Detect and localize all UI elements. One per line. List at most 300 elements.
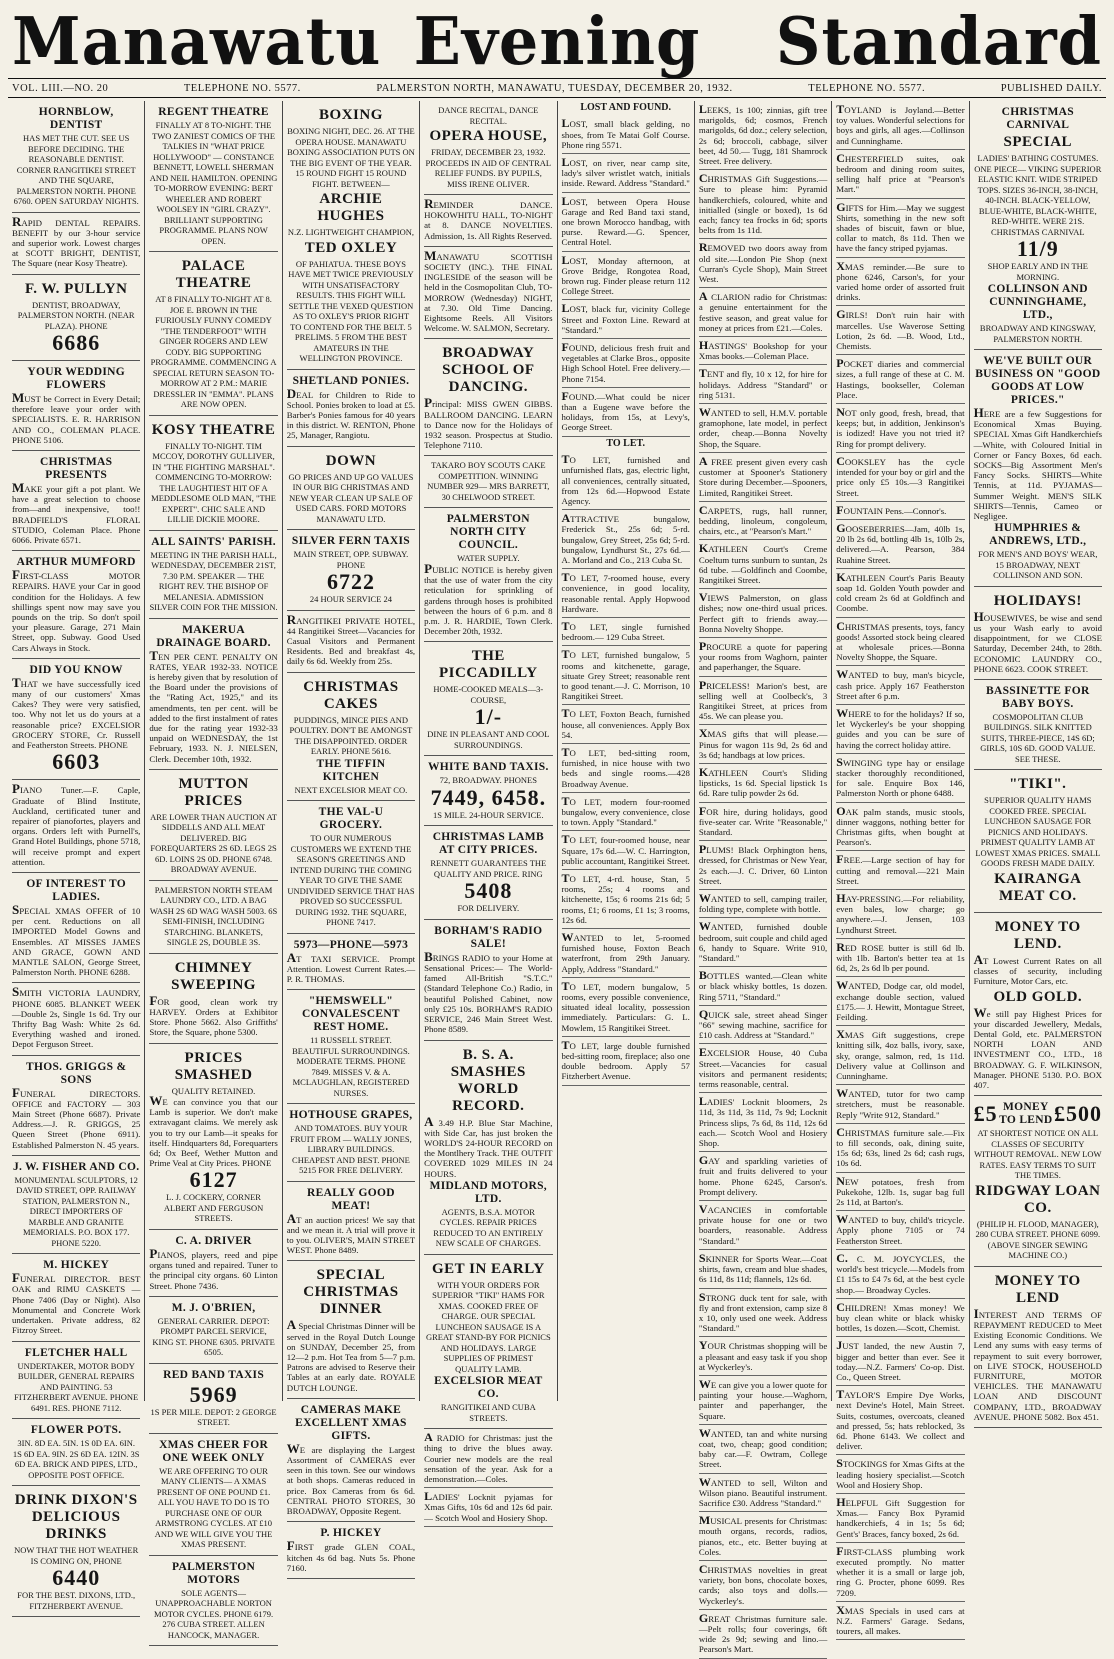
ad-title: J. W. FISHER AND CO. (12, 1160, 140, 1173)
ad-body: NOW THAT THE HOT WEATHER IS COMING ON, PHONE (14, 1545, 139, 1566)
ad-phone: 7449, 6458. (430, 784, 547, 810)
ad-title: XMAS CHEER FOR ONE WEEK ONLY (159, 1438, 269, 1464)
ad-body: BOXING NIGHT, DEC. 26. AT THE OPERA HOUSE. MANAWATU BOXING ASSOCIATION PUTS ON THE BIG EVENT OF THE YEAR. 15 ROUND FIGHT 15 ROUND FIGHT. BETWEEN— (287, 126, 415, 189)
classified-item: CARPETS, rugs, hall runner, bedding, linoleum, congoleum, chairs, etc., at "Pearson's Mart." (699, 502, 827, 541)
classified-item: A CLARION radio for Christmas: a genuine entertainment for the festive season, and great value for money at prices from £21.—Coles. (699, 288, 827, 337)
ad-body: RAPID DENTAL REPAIRS. BENEFIT by our 3-hour service and superior work. Lowest charges at SCOTT BRIGHT, DENTIST, The Square (near Kosy Theatre). (12, 213, 141, 269)
ad-money-range (974, 1100, 1102, 1128)
classified-item: A RADIO for Christmas: just the thing to drive the blues away. Courier new models are the real sensation of the year. Ask for a demonstration.—Coles. (424, 1429, 552, 1488)
ad-title: YOUR WEDDING FLOWERS (27, 366, 125, 392)
ad-wedding (12, 361, 140, 451)
ad-title: CHRISTMAS PRESENTS (40, 456, 113, 482)
ad-phone: 6603 (52, 749, 101, 775)
classified-item: LOST, on river, near camp site, lady's silver wristlet watch, initials inside. Reward. Address "Standard." (562, 154, 690, 193)
ad-title: SILVER FERN TAXIS (291, 535, 410, 548)
ad-body: 11 RUSSELL STREET. BEAUTIFUL SURROUNDINGS. MODERATE TERMS. PHONE 7849. MISSES V. & A. MCLAUGHLAN, REGISTERED NURSES. (292, 1035, 410, 1098)
ad-special: SPECIAL (1003, 134, 1073, 150)
ad-title: MONEY TO LEND (994, 1272, 1081, 1306)
classified-item: FOUND.—What could be nicer than a Eugene wave before the holidays, from 15s, at Levy's, George Street. (562, 388, 690, 437)
ad-title: THE VAL-U GROCERY. (318, 806, 384, 832)
ad-body: GENERAL CARRIER. DEPOT: PROMPT PARCEL SERVICE, KING ST. PHONE 6305. PRIVATE 6505. (152, 1315, 275, 1358)
ad-body: FUNERAL DIRECTORS. OFFICE and FACTORY — 303 Main Street (Phone 6687). Private Address.—J. R. GRIGGS, 25 Queen Street (Phone 6911). Established Palmerston N. 45 years. (12, 1084, 141, 1150)
ad-title: BASSINETTE FOR BABY BOYS. (986, 684, 1090, 710)
ad-reminder-dance (424, 195, 552, 247)
masthead (8, 2, 1106, 80)
ad-title: FLOWER POTS. (30, 1424, 122, 1436)
ad-title: F. W. PULLYN (24, 280, 128, 297)
ad-title: ARTHUR MUMFORD (16, 556, 136, 569)
ad-shetland (287, 370, 415, 447)
ad-did-you-know (12, 659, 140, 780)
ad-tail: SHOP EARLY AND IN THE MORNING. (987, 261, 1088, 282)
classified-item: CHESTERFIELD suites, oak bedroom and dining room suites, selling half price at "Pearson's Mart." (836, 150, 964, 199)
classified-item: LOST, Monday afternoon, at Grove Bridge, Rongotea Road, brown rug. Finder please return 112 College Street. (562, 252, 690, 301)
classified-item: TO LET, bed-sitting room, furnished, in nice house with two beds and single rooms.—428 Broadway Avenue. (562, 744, 690, 793)
ad-phone: 5408 (464, 878, 513, 904)
ad-body: PIANOS, players, reed and pipe organs tuned and repaired. Tuner to the principal city organs. 60 Linton Street. Phone 7436. (149, 1245, 278, 1291)
ad-body: HOUSEWIVES, be wise and send us your Wash early to avoid disappointment, for we CLOSE Saturday, December 24th, to 28th. ECONOMIC LAUNDRY CO., PHONE 6623. COOK STREET. (973, 608, 1102, 674)
classified-item: GIFTS for Him.—May we suggest Shirts, something in the new soft shades of biscuit, fawn or blue, collar to match, 8s 11d. Then we have the fancy striped pyjamas. (836, 199, 964, 258)
ad-body: AND TOMATOES. BUY YOUR FRUIT FROM — WALLY JONES, LIBRARY BUILDINGS. CHEAPEST AND BEST. PHONE 5215 FOR FREE DELIVERY. (290, 1123, 412, 1176)
ad-bassinette (974, 680, 1102, 771)
ad-christmas-carnival (974, 101, 1102, 350)
classified-item: TO LET, 4-rd. house, Stan, 5 rooms, 25s; 4 rooms and kitchenette, 15s; 6 rooms 21s 6d; 5 rooms, £1; 6 rooms, £1 1s; 3 rooms, 12s 6d. (562, 870, 690, 929)
ad-phone: 6722 (326, 569, 375, 595)
ad-body: 1S PER MILE. DEPOT: 2 GEORGE STREET. (150, 1406, 277, 1428)
ad-address: (PHILIP H. FLOOD, MANAGER), 280 CUBA STREET. PHONE 6099. (ABOVE SINGER SEWING MACHINE CO.) (975, 1218, 1101, 1261)
ad-title: KOSY THEATRE (151, 421, 276, 438)
ad-good-goods (974, 350, 1102, 587)
ad-griggs (12, 1056, 140, 1156)
ad-title: HOTHOUSE GRAPES, (289, 1109, 413, 1122)
column-7 (832, 101, 969, 1637)
classified-list (836, 101, 964, 1640)
classified-item: TO LET, large double furnished bed-sitting room, fireplace; also one double bedroom. Apply 57 Fitzherbert Avenue. (562, 1037, 690, 1086)
classified-item: LADIES' Locknit bloomers, 2s 11d, 3s 11d, 3s 11d, 7s 9d; Locknit Princess slips, 7s 6d, 8s 11d, 12s 6d each.— Scotch Wool and Hosiery Shop. (699, 1093, 827, 1152)
ad-tail: 24 HOUR SERVICE 24 (309, 594, 393, 605)
ad-title: MONEY TO LEND. (994, 918, 1081, 952)
ad-body: MONUMENTAL SCULPTORS, 12 DAVID STREET, OPP. RAILWAY STATION, PALMERSTON N., DIRECT IMPORTERS OF MARBLE AND GRANITE MEMORIALS. P.O. BOX 177. PHONE 5220. (14, 1174, 138, 1248)
ad-phone: 5969 (189, 1381, 238, 1407)
dateline (8, 78, 1106, 98)
classified-item: WANTED to sell, Wilton and Wilson piano. Beautiful instrument. Sacrifice £30. Address "Standard." (699, 1474, 827, 1513)
ad-advertiser: KAIRANGA MEAT CO. (994, 870, 1082, 904)
classified-item: WANTED to buy, man's bicycle, cash price. Apply 167 Featherston Street after 6 p.m. (836, 666, 964, 705)
ad-fisher (12, 1156, 140, 1255)
classified-item: TO LET, 7-roomed house, every convenience, in good locality, reasonable rental. Apply Hopwood Hardware. (562, 569, 690, 618)
ad-body: FUNERAL DIRECTOR. BEST OAK and RIMU CASKETS — Phone 7406 (Day or Night). Also Monumental and Concrete Work undertaken. Private address, 82 Fitzroy Street. (12, 1270, 141, 1336)
classified-item: STRONG duck tent for sale, with fly and front extension, camp size 8 x 10, only used one week. Address "Standard." (699, 1289, 827, 1338)
classified-item: TO LET, four-roomed house, near Square, 17s 6d.—W. C. Harrington, public accountant, Rangitikei Street. (562, 831, 690, 870)
ad-ladies (12, 873, 140, 983)
ad-tail: 1S MILE. 24-HOUR SERVICE. (433, 809, 544, 820)
ad-title: "TIKI". (1009, 776, 1067, 793)
telephone-left: TELEPHONE NO. 5577. (183, 82, 301, 94)
masthead-word-manawatu: Manawatu (12, 2, 382, 80)
ad-title: RED BAND TAXIS (163, 1368, 265, 1381)
ad-price-label: CHRISTMAS CARNIVAL (991, 226, 1085, 237)
ad-body: OF PAHIATUA. THESE BOYS HAVE MET TWICE PREVIOUSLY WITH UNSATISFACTORY RESULTS. THIS FIGHT WILL SETTLE THE VEXED QUESTION AS TO OXLEY'S PRIOR RIGHT TO CONTEND FOR THE BELT. 5 PRELIMS. 5 FROM THE BEST AMATEURS IN THE WELLINGTON PROVINCE. (288, 258, 414, 363)
ad-body: LADIES' BATHING COSTUMES. ONE PIECE— VIKING SUPERIOR ELASTIC KNIT. WIDE STRIPED TOPS. SIZES 36-INCH, 38-INCH, 40-INCH. BLACK-YELLOW, BLUE-WHITE, BLACK-WHITE, RED-WHITE. WERE 21S. (974, 153, 1102, 226)
ad-body: DENTIST, BROADWAY, PALMERSTON NORTH. (NEAR PLAZA). PHONE (17, 299, 135, 331)
ad-body-2: We still pay Highest Prices for your discarded Jewellery, Medals, Dental Gold, etc. PALMERSTON NORTH LOAN AND INVESTMENT CO., LTD., 18 BROADWAY. G. F. WILKINSON, Manager. PHONE 5130. P.O. BOX 407. (973, 1004, 1102, 1090)
ad-money-to-lend (974, 913, 1102, 1096)
ad-title: BORHAM'S RADIO SALE! (434, 924, 543, 950)
ad-broadway-dancing (424, 339, 552, 456)
ad-body: WITH YOUR ORDERS FOR SUPERIOR "TIKI" HAMS FOR XMAS. COOKED FREE OF CHARGE. OUR SPECIAL LUNCHEON SAUSAGE IS A GREAT STAND-BY FOR PICNICS AND HOLIDAYS. LARGE SUPPLIES OF PRIMEST QUALITY LAMB. (425, 1279, 551, 1374)
ad-dance-recital (424, 101, 552, 195)
ad-denture (12, 213, 140, 275)
ad-title: DID YOU KNOW (29, 663, 123, 676)
classified-item: STOCKINGS for Xmas Gifts at the leading hosiery specialist.—Scotch Wool and Hosiery Shop. (836, 1455, 964, 1494)
classified-item: FOUND, delicious fresh fruit and vegetables at Clarke Bros., opposite High School Hotel. Free delivery.— Phone 7154. (562, 339, 690, 388)
ad-body: AT 8 FINALLY TO-NIGHT AT 8. JOE E. BROWN IN THE FURIOUSLY FUNNY COMEDY "THE TENDERFOOT" WITH GINGER ROGERS AND LEW CODY. BIG SUPPORTING PROGRAMME. COMMENCING A SPECIAL RETURN SEASON TO-MORROW AT 2 P.M.: MARIE DRESSLER IN "EMMA". PLANS ARE NOW OPEN. (150, 294, 277, 409)
classified-item: LOST, small black gelding, no shoes, from Te Matai Golf Course. Phone ring 5571. (562, 115, 690, 154)
classified-item: HASTINGS' Bookshop for your Xmas books.—Coleman Place. (699, 337, 827, 365)
ad-venue: OPERA HOUSE, (429, 128, 548, 144)
column-8 (970, 101, 1106, 1422)
ad-body: SOLE AGENTS— UNAPPROACHABLE NORTON MOTOR CYCLES. PHONE 6179. 276 CUBA STREET. ALLEN HANCOCK, MANAGER. (154, 1587, 274, 1640)
classified-item: WE can give you a lower quote for painting your house.—Waghorn, painter and paperhanger, the Square. (699, 1376, 827, 1425)
ad-advertiser: HUMPHRIES & ANDREWS, LTD., (989, 522, 1087, 548)
ad-title: DOWN (325, 452, 377, 469)
classified-item: GREAT Christmas furniture sale.—Pelt rolls; four coverings, 6ft wide 2s 9d; sewing and lino.—Pearson's Mart. (699, 1610, 827, 1659)
classified-item: WANTED, furnished double bedroom, suit couple and child aged 6, handy to Square. Write 910, "Standard." (699, 918, 827, 967)
classified-item: TO LET, furnished bungalow, 5 rooms and kitchenette, garage, situate Grey Street; reasonable rent to good tenant.—J. C. Morrison, 10 Rangitikei Street. (562, 646, 690, 705)
classified-item: WANTED, Dodge car, old model, exchange double section, valued £175.— J. Hewitt, Montague Street, Feilding. (836, 977, 964, 1026)
ad-title: M. HICKEY (43, 1259, 110, 1272)
ad-title: DRINK DIXON'S DELICIOUS DRINKS (14, 1492, 138, 1542)
ad-body: HERE are a few Suggestions for Economical Xmas Buying. SPECIAL Xmas Gift Handkerchiefs—White, with Coloured Initial in Corner or Fancy Boxes, 6d each. SOCKS—Big Assortment Men's Fancy Socks. SHIRTS—White Tennis, at 11d. PYJAMAS—Summer Weight. MEN'S SILK SHIRTS—Tennis, Cameo or Negligee. (973, 405, 1102, 522)
ad-xmas-cheer (149, 1434, 277, 1556)
ad-steam-laundry (149, 881, 277, 954)
ad-advertiser: COLLINSON AND CUNNINGHAME, LTD., (987, 283, 1088, 321)
classified-item: PLUMS! Black Orphington hens, dressed, for Christmas or New Year, 2s each.—J. C. Driver, 60 Linton Street. (699, 841, 827, 890)
classified-item: EXCELSIOR House, 40 Cuba Street.—Vacancies for casual visitors and permanent residents; terms reasonable, central. (699, 1044, 827, 1093)
ad-body: HOME-COOKED MEALS—3-COURSE, (433, 684, 544, 705)
ad-body: A 3.49 H.P. Blue Star Machine, with Side Car, has just broken the WORLD'S 24-HOUR RECORD on the Montlhery Track. THE OUTFIT COVERED 1029 MILES IN 24 HOURS. (424, 1113, 553, 1179)
classified-list (699, 101, 827, 1659)
ad-piano-tuner (12, 780, 140, 873)
classified-item: GIRLS! Don't ruin hair with marcelles. Use Waverose Setting Lotion, 2s 6d. —B. Wood, Ltd., Chemists. (836, 306, 964, 355)
ad-body: RANGITIKEI PRIVATE HOTEL, 44 Rangitikei Street—Vacancies for Casual Visitors and Permanent Residents. Bed and breakfast 4s, daily 6s 6d. Weekly from 25s. (286, 611, 416, 667)
ad-tail: FOR DELIVERY. (457, 903, 520, 914)
ad-red-band-taxis (149, 1364, 277, 1434)
ad-body: FRIDAY, DECEMBER 23, 1932. PROCEEDS IN AID OF CENTRAL RELIEF FUNDS. BY PUPILS, MISS IRENE OLIVER. (425, 147, 552, 189)
classified-item: REMOVED two doors away from old site.—London Pie Shop (next Curran's Cycle Shop), Main Street West. (699, 239, 827, 288)
ad-flower-pots (12, 1419, 140, 1486)
classified-item: VIEWS Palmerston, on glass dishes; now one-third usual prices. Perfect gift to friends away.—Bonna Novelty Shoppe. (699, 589, 827, 638)
ad-makerua (149, 619, 277, 770)
ad-tail: AGENTS, B.S.A. MOTOR CYCLES. REPAIR PRICES REDUCED TO AN ENTIRELY NEW SCALE OF CHARGES. (433, 1206, 544, 1249)
ad-title: REALLY GOOD MEAT! (307, 1186, 395, 1212)
ad-obrien (149, 1297, 277, 1364)
classified-item: YOUR Christmas shopping will be a pleasant and easy task if you shop at Wyckerley's. (699, 1337, 827, 1376)
ad-price: 1/- (474, 704, 503, 730)
classified-item: KATHLEEN Court's Paris Beauty soap 1d. Golden Youth powder and cold cream 2s 6d at Goldfinch and Coombe. (836, 569, 964, 618)
ad-amount-low: £5 (973, 1101, 998, 1127)
masthead-word-evening: Evening (413, 2, 701, 80)
ad-body: AT TAXI SERVICE. Prompt Attention. Lowest Current Rates.—P. R. THOMAS. (286, 949, 416, 984)
ad-title: MONEY TO LEND (999, 1101, 1053, 1127)
ad-phone: 6127 (189, 1167, 238, 1193)
ad-subtitle: OLD GOLD. (993, 988, 1083, 1005)
ad-body: AT Lowest Current Rates on all classes of security, including Furniture, Motor Cars, etc. (973, 951, 1102, 987)
classified-item: NOT only good, fresh, bread, that keeps; but, in addition, Jenkinson's is iodized! Have you not tried it? Ring for prompt delivery. (836, 404, 964, 453)
classified-item: MUSICAL presents for Christmas: mouth organs, records, radios, pianos, etc., etc. Better buying at Coles. (699, 1512, 827, 1561)
classified-item: WANTED to sell, camping trailer, folding type, complete with bottle. (699, 890, 827, 918)
classified-item: XMAS gifts that will please.—Pinus for wagon 11s 9d, 2s 6d and 3s 6d; handbags at low prices. (699, 725, 827, 764)
ad-body: ARE LOWER THAN AUCTION AT SIDDELLS AND ALL MEAT DELIVERED. BIG FOREQUARTERS 2S 6D. LEGS 2S 6D. LOINS 2S 0D. PHONE 6748. BROADWAY AVENUE. (150, 811, 277, 875)
classified-item: WANTED to sell, H.M.V. portable gramophone, late model, in perfect order, cheap.—Bonna Novelty Shop, the Square. (699, 404, 827, 453)
ad-title: C. A. DRIVER (175, 1234, 252, 1247)
ad-hickey (12, 1254, 140, 1341)
classified-item: KATHLEEN Court's Creme Coeltum turns sunburn to suntan, 2s 6d tube. —Goldfinch and Coombe, Rangitikei Street. (699, 540, 827, 589)
classified-item: HAY-PRESSING.—For reliability, even bales, low charge; go anywhere.—J. Jensen, 103 Lyndhurst Street. (836, 890, 964, 939)
ad-phone: 6440 (52, 1565, 101, 1590)
ad-title: CHRISTMAS CAKES (303, 678, 399, 712)
section-heading-lost-found: LOST AND FOUND. (580, 102, 672, 113)
ad-body: BRINGS RADIO to your Home at Sensational Prices:— The World-famed All-British "S.T.C." (Standard Telephone Co.) Radio, in beautiful Polished Cabinet, now only £25 10s. BORHAM'S RADIO SERVICE, 246 Main Street West. Phone 8589. (424, 948, 553, 1035)
classified-item: PROCURE a quote for papering your rooms from Waghorn, painter and paperhanger, the Square. (699, 638, 827, 677)
classified-item: XMAS reminder.—Be sure to phone 6246, Carson's, for your varied home order of assorted fruit drinks. (836, 258, 964, 307)
ad-body: DEAL for Children to Ride to School. Ponies broken to load at £5. Barber's Ponies famous for 40 years in this district. W. RENTON, Phone 25, Manager, Rangiotu. (286, 385, 416, 441)
ad-mutton (149, 770, 277, 881)
ad-address: BROADWAY AND KINGSWAY, PALMERSTON NORTH. (979, 323, 1096, 344)
ad-mumford (12, 551, 140, 659)
ad-title: MAKERUA DRAINAGE BOARD. (156, 623, 271, 649)
classified-item: WANTED to buy, child's tricycle. Apply phone 7105 or 74 Featherston Street. (836, 1211, 964, 1250)
ad-body: 3IN. 8D EA. 5IN. 1S 0D EA. 6IN. 1S 6D EA. 9IN. 2S 6D EA. 12IN. 3S 6D EA. BRICK AND PIPES, LTD., OPPOSITE POST OFFICE. (12, 1438, 140, 1480)
ad-borham-radio (424, 920, 552, 1041)
ad-title: BOXING (319, 107, 383, 123)
classified-item: VACANCIES in comfortable private house for one or two boarders, reasonable. Address "Standard." (699, 1201, 827, 1250)
ad-subtitle: QUALITY RETAINED. (171, 1085, 256, 1096)
ad-body: MEETING IN THE PARISH HALL, WEDNESDAY, DECEMBER 21ST, 7.30 P.M. SPEAKER — THE RIGHT REV. THE BISHOP OF MELANESIA. ADMISSION SILVER COIN FOR THE MISSION. (149, 549, 278, 612)
ad-body: PUBLIC NOTICE is hereby given that the use of water from the city reticulation for sprinkling of gardens through hoses is prohibited between the hours of 6 p.m. and 8 p.m. J. R. HARDIE, Town Clerk. December 20th, 1932. (424, 560, 553, 637)
classified-item: TO LET, modern bungalow, 5 rooms, every possible convenience, situated ideal locality, possession immediately. Particulars: G. L. Mowlem, 15 Rangitikei Street. (562, 978, 690, 1037)
ad-body: HAS MET THE CUT. SEE US BEFORE DECIDING. THE REASONABLE DENTIST. CORNER RANGITIKEI STREET AND THE SQUARE, PALMERSTON NORTH. PHONE 6760. OPEN SATURDAY NIGHTS. (13, 133, 139, 206)
classified-item: TO LET, Foxton Beach, furnished house, all conveniences. Apply Box 54. (562, 705, 690, 744)
ad-chimney (149, 954, 277, 1044)
classified-item: WANTED to let, 5-roomed furnished house, Foxton Beach waterfront, from 29th January. Apply, Address "Standard." (562, 929, 690, 978)
classified-item: FOR hire, during holidays, good five-seater car. Write "Reasonable," Standard. (699, 803, 827, 842)
ad-body: WE can convince you that our Lamb is superior. We don't make extravagant claims. We merely ask you to try our Lamb—it speaks for itself. Hindquarters 8d, Forequarters 6d; Ox Beef, Wether Mutton and Prime Veal at City Prices. PHONE (149, 1093, 278, 1169)
ad-christmas-dinner (287, 1261, 415, 1398)
ad-laundry (12, 983, 140, 1055)
classified-item: TAYLOR'S Empire Dye Works, next Devine's Hotel, Main Street. Suits, costumes, overcoats, cleaned and pressed, 5s; hats reblocked, 3s 6d. Phone 6143. We collect and deliver. (836, 1386, 964, 1455)
ad-boxer-1: ARCHIE HUGHES (317, 191, 385, 224)
ad-piccadilly (424, 642, 552, 756)
ad-boxing (287, 101, 415, 370)
classified-item: LOST, between Opera House Garage and Red Band taxi stand, one brown Morocco handbag, with purse. Reward.—G. Spencer, Central Hotel. (562, 193, 690, 252)
section-heading-to-let: TO LET. (606, 437, 645, 449)
ad-title: GET IN EARLY (431, 1260, 545, 1277)
classified-item: FOUNTAIN Pens.—Connor's. (836, 502, 964, 520)
ad-title: THOS. GRIGGS & SONS (26, 1060, 127, 1086)
ad-body: MAIN STREET, OPP. SUBWAY. PHONE (293, 549, 409, 570)
classified-item: CHILDREN! Xmas money! We buy clean white or black whisky bottles, 1s dozen.—Scott, Chemist. (836, 1299, 964, 1338)
classified-item: LEEKS, 1s 100; zinnias, gift tree marigolds, 6d; cosmos, French marigolds, 6d doz.; celery selection, 2s 6d; broccoli, cabbage, silver beet, 4d 50.— Tugg, 181 Shamrock Street. Free delivery. (699, 101, 827, 170)
ad-body: THAT we have successfully iced many of our customers' Xmas Cakes? They were very satisfied, too. Why not let us do yours at a reasonable price? EXCELSIOR GROCERY STORE, Cr. Russell and Featherston Streets. PHONE (12, 674, 141, 751)
ad-body: TEN PER CENT. PENALTY ON RATES, YEAR 1932-33. NOTICE is hereby given that by resolution of the Board under the provisions of the "Rating Act, 1925," and its amendments, ten per cent. will be added to the first instalment of rates due for the rating year 1932-33 unpaid on WEDNESDAY, the 1st February, 1933. N. J. NIELSEN, Clerk. December 10th, 1932. (149, 647, 278, 764)
ad-christmas-cakes (287, 673, 415, 802)
ad-advertiser: EXCELSIOR MEAT CO. (434, 1375, 543, 1401)
classified-item: TO LET, modern four-roomed bungalow, every convenience, close to town. Apply "Standard." (562, 793, 690, 832)
ad-subtitle: WATER SUPPLY. (457, 553, 520, 564)
ad-body: TO OUR NUMEROUS CUSTOMERS WE EXTEND THE SEASON'S GREETINGS AND INTEND DURING THE COMING YEAR TO GIVE THE SAME UNDIVIDED SERVICE THAT HAS PROVED SO SUCCESSFUL DURING 1932. THE SQUARE, PHONE 7417. (287, 833, 415, 928)
ad-hornblow (12, 101, 140, 213)
ad-title: THE PICCADILLY (438, 648, 538, 682)
ad-body: PUDDINGS, MINCE PIES AND POULTRY. DON'T BE AMONGST THE DISAPPOINTED. ORDER EARLY. PHONE 5616. (289, 714, 413, 757)
ad-get-in-early (424, 1255, 552, 1430)
ad-scottish-society (424, 247, 552, 340)
ad-body: WE are displaying the Largest Assortment of CAMERAS ever seen in this town. See our windows at both shops. Cameras reduced in price. Box Cameras from 6s 6d. CENTRAL PHOTO STORES, 30 BROADWAY, Opposite Regent. (286, 1440, 416, 1517)
ad-body: PIANO Tuner.—F. Caple, Graduate of Blind Institute, Auckland, certificated tuner and repairer of pianofortes, players and organs. Orders left with Purnell's, Grand Hotel Buildings, phone 5718, will receive prompt and expert attention. (12, 781, 141, 867)
classified-item: FREE.—Large section of hay for cutting and removal.—221 Main Street. (836, 851, 964, 890)
ad-body: MAKE your gift a pot plant. We have a great selection to choose from—and inexpensive, too!! BRADFIELD'S FLORAL STUDIO, Coleman Place. Phone 6066. Private 6571. (12, 480, 141, 546)
ad-title: B. S. A. SMASHES WORLD RECORD. (450, 1046, 526, 1114)
place-date: PALMERSTON NORTH, MANAWATU, TUESDAY, DECEMBER 20, 1932. (376, 82, 733, 94)
ad-title: "HEMSWELL" CONVALESCENT REST HOME. (301, 995, 400, 1034)
ad-body: RENNETT GUARANTEES THE QUALITY AND PRICE. RING (430, 858, 547, 879)
ad-body: TAKARO BOY SCOUTS CAKE COMPETITION. WINNING NUMBER 929— MRS BARRETT, 30 CHELWOOD STREET. (427, 460, 550, 502)
ad-prices-smashed (149, 1044, 277, 1230)
ad-title: PALACE THEATRE (175, 258, 252, 291)
column-5 (558, 101, 695, 1401)
ad-amount-high: £500 (1054, 1101, 1102, 1127)
ad-city-council (424, 508, 552, 642)
ad-title: MUTTON PRICES (178, 775, 249, 809)
classified-item: CHRISTMAS Gift Suggestions.—Sure to please him: Pyramid handkerchiefs, coloured, white and initialled (single or boxed), 1s 6d each; fancy tea frocks in 6d; sports belts from 1s 11d. (699, 170, 827, 239)
ad-p-hickey (287, 1522, 415, 1579)
ad-title: OF INTEREST TO LADIES. (26, 877, 127, 903)
ad-title: PRICES SMASHED (174, 1049, 253, 1083)
lost-found-list (562, 115, 690, 436)
ad-body: Principal: MISS GWEN GIBBS. BALLROOM DANCING. LEARN to Dance now for the Holidays of 1932 season. Prospectus at Studio. Telephone 7110. (424, 395, 553, 451)
classified-item: COOKSLEY has the cycle intended for your boy or girl and the price only £5 10s.—3 Rangitikei Street. (836, 453, 964, 502)
classified-item: CHRISTMAS novelties in great variety, bon bons, chocolate boxes, cards; also toys and dolls.—Wyckerley's. (699, 1561, 827, 1610)
ad-title: WHITE BAND TAXIS. (427, 761, 549, 774)
ad-title: CHRISTMAS LAMB AT CITY PRICES. (432, 831, 544, 857)
masthead-word-standard: Standard (775, 2, 1102, 80)
ad-hothouse (287, 1104, 415, 1182)
classified-item: KATHLEEN Court's Sliding lipsticks, 1s 6d. Special lipstick 1s 6d. Rare tulip powder 2s 6d. (699, 764, 827, 803)
ad-christmas-lamb (424, 826, 552, 920)
classified-item: TENT and fly, 10 x 12, for hire for holidays. Address "Standard" or ring 5131. (699, 365, 827, 404)
ad-tail: NEXT EXCELSIOR MEAT CO. (294, 784, 408, 795)
ad-scouts (424, 456, 552, 508)
classified-item: C. C. M. JOYCYCLES, the world's best tricycle.—Models from £1 15s to £4 7s 6d, at the best cycle shop.— Broadway Cycles. (836, 1250, 964, 1299)
ad-christmas-presents (12, 451, 140, 551)
classified-item: PRICELESS! Marion's best, are selling well at Coolbeck's, 3 Rangitikei Street, at prices from 45s. We can please you. (699, 677, 827, 726)
ad-regent (149, 101, 277, 252)
ad-title: CHIMNEY SWEEPING (171, 959, 256, 993)
ad-title: HORNBLOW, DENTIST (38, 106, 114, 131)
classified-item: CHRISTMAS presents, toys, fancy goods! Assorted stock being cleared at wholesale prices.—Bonna Novelty Shoppe, the Square. (836, 618, 964, 667)
telephone-right: TELEPHONE NO. 5577. (808, 82, 926, 94)
ad-hemswell (287, 990, 415, 1104)
ad-body: MUST be Correct in Every Detail; therefore leave your order with SPECIALISTS. E. R. HARRISON AND CO., COLEMAN PLACE. PHONE 5106. (12, 390, 141, 445)
ad-body: UNDERTAKER, MOTOR BODY BUILDER, GENERAL REPAIRS AND PAINTING. 53 FITZHERBERT AVENUE. PHONE 6491. RES. PHONE 7112. (14, 1360, 139, 1413)
ad-fletcher (12, 1342, 140, 1420)
ad-body: PALMERSTON NORTH STEAM LAUNDRY CO., LTD. A BAG WASH 2S 6D WAG WASH 5003. 6S SEMI-FINISH, INCLUDING STARCHING. BLANKETS, SINGLE 2S, DOUBLE 3S. (149, 884, 278, 948)
ad-tail: FOR THE BEST. DIXONS, LTD., FITZHERBERT AVENUE. (17, 1590, 136, 1611)
ad-title: PALMERSTON MOTORS (172, 1560, 256, 1586)
ad-body: FIRST grade GLEN COAL, kitchen 4s 6d bag. Nuts 5s. Phone 7160. (286, 1538, 416, 1573)
ad-title: 5973—PHONE—5973 (293, 938, 409, 951)
ad-boxer-2: TED OXLEY (304, 239, 398, 256)
ad-boxer-1-title: N.Z. LIGHTWEIGHT CHAMPION, (287, 227, 415, 237)
ad-tiki (974, 770, 1102, 913)
classified-item: TOYLAND is Joyland.—Better toy values. Wonderful selections for boys and girls, all ages.—Collinson and Cunninghame. (836, 101, 964, 150)
ad-title: ALL SAINTS' PARISH. (151, 535, 276, 548)
classified-item: JUST landed, the new Austin 7, bigger and better than ever. See it today.—N.Z. Farmers' Co-op. Dist. Co., Queen Street. (836, 1337, 964, 1386)
ad-body: COSMOPOLITAN CLUB BUILDINGS. SILK KNITTED SUITS, THREE-PIECE, 14S 6D; GIRLS, 10S 6D. GOOD VALUE. SEE THESE. (980, 711, 1096, 764)
classified-item: GOOSEBERRIES—Jam, 40lb 1s, 20 lb 2s 6d, bottling 4lb 1s, 10lb 2s, delivered.—A. Pearson, 384 Ruahine Street. (836, 520, 964, 569)
columns (8, 101, 1106, 1655)
ad-body: SPECIAL XMAS OFFER of 10 per cent. Reductions on all IMPORTED Model Gowns and Ensembles. AT MISSES JAMES AND GRACE, GOWN AND MANTLE SALON, George Street, Palmerston North. PHONE 6288. (12, 901, 141, 978)
ad-body: FINALLY AT 8 TO-NIGHT. THE TWO ZANIEST COMICS OF THE TALKIES IN "WHAT PRICE HOLLYWOOD" — CONSTANCE BENNETT, LOWELL SHERMAN AND NEIL HAMILTON. OPENING TO-MORROW EVENING: BERT WHEELER AND ROBERT WOOLSEY IN "GIRL CRAZY". BRILLIANT SUPPORTING PROGRAMME. PLANS NOW OPEN. (149, 120, 278, 246)
classified-item: HELPFUL Gift Suggestion for Xmas.— Fancy Box Pyramid handkerchiefs, 4 in 1s; 5s 6d; Gent's' Braces, fancy boxed, 2s 6d. (836, 1494, 964, 1543)
ad-body: GO PRICES AND UP GO VALUES IN OUR BIG CHRISTMAS AND NEW YEAR CLEAN UP SALE OF USED CARS. FORD MOTORS MANAWATU LTD. (288, 471, 414, 524)
ad-body: MANAWATU SCOTTISH SOCIETY (INC.). THE FINAL INGLESIDE of the season will be held in the Cosmopolitan Club, TO-MORROW (Wednesday) NIGHT, at 7.30. Old Time Dancing. Eightsome Reels. All Visitors Welcome. W. SALMON, Secretary. (424, 247, 553, 334)
published-daily: PUBLISHED DAILY. (1000, 82, 1102, 94)
to-let-list (562, 451, 690, 1086)
ad-body: SUPERIOR QUALITY HAMS COOKED FREE. SPECIAL LUNCHEON SAUSAGE FOR PICNICS AND HOLIDAYS. PRIMEST QUALITY LAMB AT LOWEST XMAS PRICES. SMALL GOODS FRESH MADE DAILY. (975, 795, 1101, 869)
ad-title: SHETLAND PONIES. (292, 374, 410, 387)
classified-item: CHRISTMAS furniture sale.—Fix to fill seconds, oak, dining suite, 15s 6d; 63s, lined 2s 6d; cash rugs, 10s 6d. (836, 1124, 964, 1173)
ad-title: REGENT THEATRE (158, 106, 269, 118)
ad-title: PALMERSTON NORTH CITY COUNCIL. (446, 513, 530, 552)
ad-advertiser: RIDGWAY LOAN CO. (975, 1182, 1101, 1216)
ad-private-hotel (287, 611, 415, 673)
classified-item: TO LET, furnished and unfurnished flats, gas, electric light, all conveniences, centrally situated, from 12s 6d.—Hopwood Estate Agency. (562, 451, 690, 510)
ad-title: FLETCHER HALL (24, 1346, 128, 1359)
classified-item: RED ROSE butter is still 6d lb. with 1lb. Barton's better tea at 1s 6d, 2s, 2s 6d lb per pound. (836, 939, 964, 978)
column-4 (420, 101, 557, 1523)
classified-item: ATTRACTIVE bungalow, Frederick St., 25s 6d; 5-rd. bungalow, Grey Street, 25s 6d; 5-rd. bungalow, Lyndhurst St., 27s 6d.—A. Morland and Co., 213 Cuba St. (562, 510, 690, 569)
classified-item: POCKET diaries and commercial sizes, a full range of these at C. M. Hastings, bookseller, Coleman Place. (836, 355, 964, 404)
ad-silver-fern (287, 530, 415, 611)
classified-item: WHERE to for the holidays? If so, let Wyckerley's be your shopping guides and you can be sure of having the correct holiday attire. (836, 705, 964, 754)
ad-bsa (424, 1041, 552, 1255)
classified-item: A FREE present given every cash customer at Spooner's Stationery Store during December.—Spooners, Limited, Rangitikei Street. (699, 453, 827, 502)
ad-phone: 6686 (52, 330, 101, 356)
ad-driver (149, 1230, 277, 1297)
ad-body: WE ARE OFFERING TO OUR MANY CLIENTS— A XMAS PRESENT OF ONE POUND £1. ALL YOU HAVE TO DO IS TO PURCHASE ONE OF OUR ARMSTRONG CYCLES. AT £10 AND WE WILL GIVE YOU THE XMAS PRESENT. (154, 1465, 273, 1550)
ad-body: INTEREST AND TERMS OF REPAYMENT REDUCED to Meet Existing Economic Conditions. We Lend any sums with easy terms of repayment to suit every borrower, on LIVE STOCK, HOUSEHOLD FURNITURE, MOTOR VEHICLES. THE MANAWATU LOAN AND DISCOUNT COMPANY, LTD., BROADWAY AVENUE. PHONE 5082. Box 451. (973, 1305, 1102, 1422)
ad-all-saints (149, 531, 277, 619)
volume-number: VOL. LIII.—NO. 20 (12, 82, 109, 94)
ad-ford-down (287, 447, 415, 531)
classified-item: SKINNER for Sports Wear.—Coat shirts, fawn, cream and blue shades, 6s 11d, 8s 11d; flannels, 12s 6d. (699, 1250, 827, 1289)
ad-title: SPECIAL CHRISTMAS DINNER (303, 1267, 399, 1318)
column-6 (695, 101, 832, 1655)
ad-holidays (974, 587, 1102, 680)
classified-item: GAY and sparkling varieties of fruit and fruits delivered to your home. Phone 6245, Carson's. Prompt delivery. (699, 1152, 827, 1201)
ad-good-meat (287, 1182, 415, 1262)
ad-body: FIRST-CLASS MOTOR REPAIRS. HAVE your Car in good condition for the Holidays. A few shillings spent now may save you pounds on the trip. So don't spoil your pleasure. Garage, 271 Main Street, opp. Subway. Good Used Cars Always in Stock. (12, 567, 141, 653)
ad-body: FINALLY TO-NIGHT. TIM MCCOY, DOROTHY GULLIVER, IN "THE FIGHTING MARSHAL". COMMENCING TO-MORROW: THE LAUGHTIEST HIT OF A MEDDLESOME OLD MAN, "THE EXPERT". CHIC SALE AND LILLIE DICKIE MOORE. (151, 440, 276, 524)
ad-title: HOLIDAYS! (993, 592, 1082, 609)
ad-body: 72, BROADWAY. PHONES (439, 775, 537, 786)
ad-manawatu-loan (974, 1267, 1102, 1428)
ad-title: BROADWAY SCHOOL OF DANCING. (442, 345, 535, 396)
ad-body: A Special Christmas Dinner will be served in the Royal Dutch Lounge on SUNDAY, December 25, from 12—2 p.m. Hot Tea from 5—7 p.m. Patrons are advised to Reserve their Tables at an early date. ROYALE DUTCH LOUNGE. (286, 1317, 416, 1393)
ad-tail: DINE IN PLEASANT AND COOL SURROUNDINGS. (427, 729, 550, 750)
ad-pullyn (12, 275, 140, 362)
